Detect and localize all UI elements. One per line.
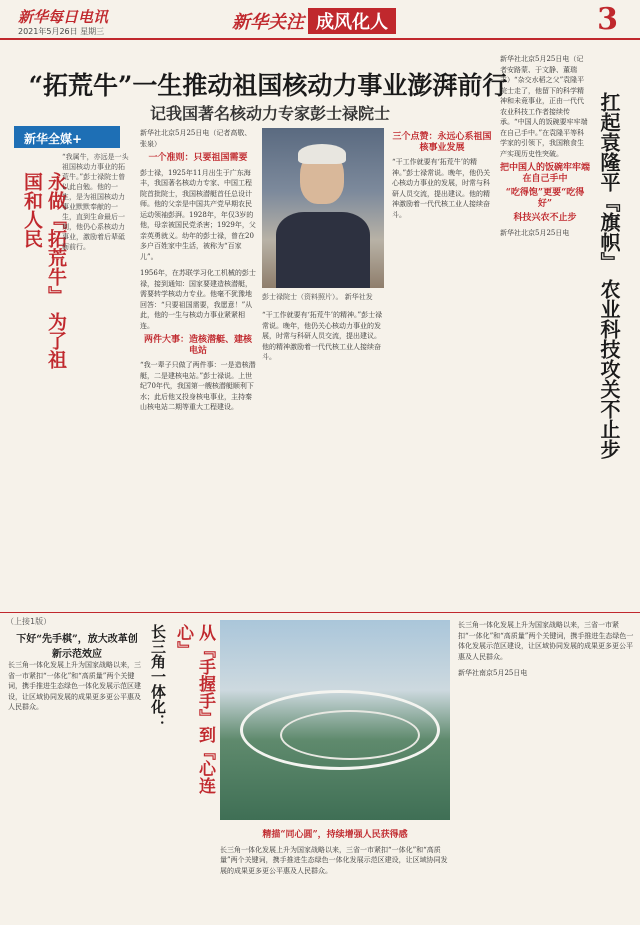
column-badge: 成风化人 — [308, 8, 396, 34]
section-title-3: 三个点赞：永远心系祖国核事业发展 — [392, 132, 492, 153]
right-paragraph: 新华社北京5月25日电（记者安路蒙、于文静、董瑞丰）“杂交水稻之父”袁隆平院士走了，他留下的科学精神和未竟事业，正由一代代农业科技工作者接续传承。“中国人的饭碗要牢牢端在自己手中。”在袁隆平等科学家的引领下，我国粮食生产实现历史性突破。 — [500, 55, 588, 158]
main-headline: “拓荒牛”一生推动祖国核动力事业澎湃前行 — [28, 71, 508, 100]
paragraph-3: “我一辈子只做了两件事：一是造核潜艇，二是建核电站。”彭士禄说。上世纪70年代，我国第一艘核潜艇顺利下水；此后他又投身核电事业，主持秦山核电站二期等重大工程建设。 — [140, 361, 256, 411]
article-column-3 — [392, 128, 492, 608]
bridge-photo — [220, 620, 450, 820]
left-vertical-title: 永做『拓荒牛』 为了祖国和人民 — [21, 172, 67, 369]
bottom-paragraph-2: 长三角一体化发展上升为国家战略以来，三省一市紧扣“一体化”和“高质量”两个关键词，携手推进生态绿色一体化发展示范区建设，让区域协同发展的成果更多更公平惠及人民群众。 — [220, 845, 448, 875]
right-section-title-3: 科技兴农不止步 — [513, 213, 577, 223]
continued-tag: （上接1版） — [6, 617, 52, 626]
right-vertical-title: 扛起袁隆平『旗帜』 农业科技攻关不止步 — [597, 92, 621, 459]
bottom-vertical-title: 从『手握手』到『心连心』 — [173, 624, 215, 794]
column-name: 新华关注 — [232, 12, 304, 33]
newspaper-brand: 新华每日电讯 — [18, 8, 109, 26]
article-column-2 — [262, 310, 384, 608]
portrait-suit — [276, 212, 370, 288]
sub-headline: 记我国著名核动力专家彭士禄院士 — [149, 104, 390, 123]
right-section-title-1: 把中国人的饭碗牢牢端在自己手中 — [500, 163, 590, 184]
bottom-paragraph: 长三角一体化发展上升为国家战略以来，三省一市紧扣“一体化”和“高质量”两个关键词，携手推进生态绿色一体化发展示范区建设，让区域协同发展的成果更多更公平惠及人民群众。 — [8, 661, 141, 711]
bottom-subtitle: 下好“先手棋”，放大改革创新示范效应 — [16, 634, 138, 660]
bottom-column-2 — [220, 826, 450, 922]
right-section-title-2: “吃得饱”更要“吃得好” — [505, 188, 585, 209]
right-dateline: 新华社北京5月25日电 — [500, 228, 570, 237]
media-tag: 新华全媒+ — [14, 126, 120, 148]
bottom-column-3 — [458, 620, 634, 920]
bottom-dateline: 新华社南京5月25日电 — [458, 669, 528, 677]
right-article — [500, 54, 590, 604]
photo-caption: 彭士禄院士（资料照片）。 新华社发 — [262, 293, 373, 301]
bottom-column-1 — [8, 660, 142, 920]
portrait-photo — [262, 128, 384, 288]
section-title-1: 一个准则：只要祖国需要 — [148, 153, 248, 163]
paragraph-1: 彭士禄，1925年11月出生于广东海丰，我国著名核动力专家、中国工程院首批院士，我国核潜艇首任总设计师。他的父亲是中国共产党早期农民运动领袖彭湃。1928年，年仅3岁的他，母亲被国民党杀害；1929年，父亲英勇就义。幼年的彭士禄，曾在20多户百姓家中生活，被称为“百家儿”。 — [140, 168, 256, 261]
portrait-hair — [298, 144, 346, 164]
section-title-2: 两件大事：造核潜艇、建核电站 — [143, 335, 252, 356]
left-quote: “我属牛，亦远是一头祖国核动力事业的拓荒牛。”彭士禄院士曾以此自勉。他的一生，是为祖国核动力事业默默奉献的一生，直到生命最后一刻，他仍心系核动力事业，激励着后辈砥砺前行。 — [62, 153, 129, 251]
paragraph-5: “干工作就要有‘拓荒牛’的精神。”彭士禄常说。晚年，他仍关心核动力事业的发展，时常与科研人员交流，提出建议。他的精神激励着一代代核工业人接续奋斗。 — [392, 158, 491, 219]
article-column-1 — [140, 128, 256, 608]
bottom-section-title: 精描“同心圆”，持续增强人民获得感 — [262, 830, 408, 840]
bottom-side-title: 长三角一体化： — [149, 624, 167, 729]
byline: 新华社北京5月25日电（记者高敬、张泉） — [140, 129, 252, 148]
bottom-paragraph-3: 长三角一体化发展上升为国家战略以来，三省一市紧扣“一体化”和“高质量”两个关键词，携手推进生态绿色一体化发展示范区建设，让区域协同发展的成果更多更公平惠及人民群众。 — [458, 621, 634, 661]
bridge-arc-inner — [280, 710, 420, 760]
column-title — [232, 8, 396, 34]
page-number: 3 — [597, 2, 618, 37]
issue-date: 2021年5月26日 星期三 — [18, 27, 105, 36]
paragraph-2: 1956年，在苏联学习化工机械的彭士禄，接到通知：国家要建造核潜艇，需要转学核动力专业。他毫不犹豫地回答：“只要祖国需要，我愿意！”从此，他的一生与核动力事业紧紧相连。 — [140, 269, 256, 330]
paragraph-4: “干工作就要有‘拓荒牛’的精神。”彭士禄常说。晚年，他仍关心核动力事业的发展，时常与科研人员交流，提出建议。他的精神激励着一代代核工业人接续奋斗。 — [262, 311, 383, 361]
masthead — [0, 0, 640, 40]
section-divider — [0, 612, 640, 613]
